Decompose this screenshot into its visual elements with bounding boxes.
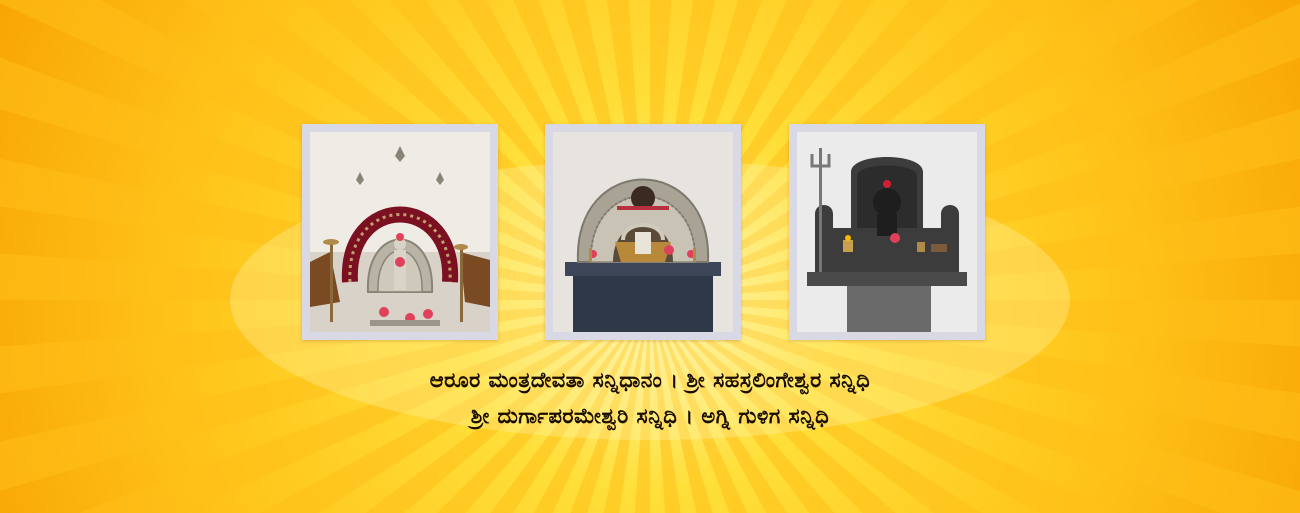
durgaparameshwari-shrine-image <box>797 132 977 332</box>
sahasralingeshwara-shrine-image <box>553 132 733 332</box>
shrine-photo-1 <box>302 124 498 340</box>
aruru-shrine-image <box>310 132 490 332</box>
shrine-photo-3 <box>789 124 985 340</box>
shrine-photo-2 <box>545 124 741 340</box>
caption-line-2: ಶ್ರೀ ದುರ್ಗಾಪರಮೇಶ್ವರಿ ಸನ್ನಿಧಿ । ಅಗ್ನಿ ಗುಳಿಗ ಸನ್ನಿಧಿ <box>470 404 830 428</box>
caption-line-1: ಆರೂರ ಮಂತ್ರದೇವತಾ ಸನ್ನಿಧಾನಂ । ಶ್ರೀ ಸಹಸ್ರಲಿಂಗೇಶ್ವರ ಸನ್ನಿಧಿ <box>429 368 871 392</box>
